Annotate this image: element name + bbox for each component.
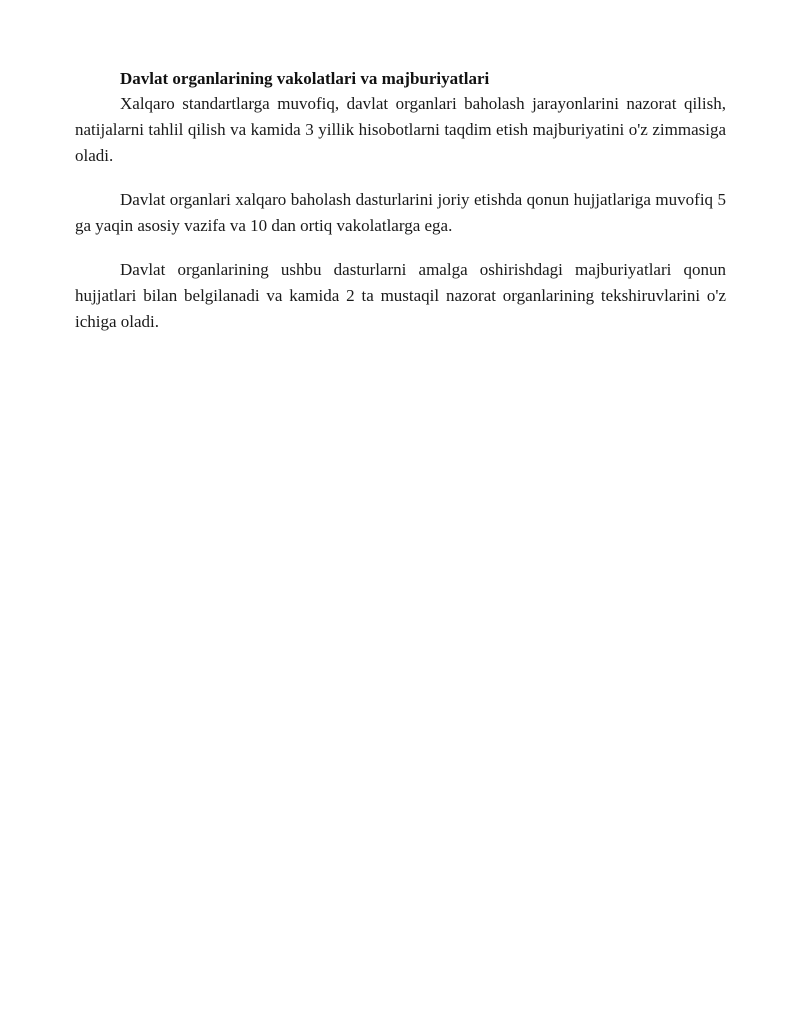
paragraph-3: Davlat organlarining ushbu dasturlarni amalga oshirishdagi majburiyatlari qonun hujjatlari bilan belgilanadi va kamida 2 ta mustaqil nazorat organlarining tekshiruvlarini o'z ichiga oladi. xyxy=(75,260,726,331)
document-body xyxy=(75,66,726,335)
paragraph-2: Davlat organlari xalqaro baholash dasturlarini joriy etishda qonun hujjatlariga muvofiq 5 ga yaqin asosiy vazifa va 10 dan ortiq vakolatlarga ega. xyxy=(75,190,726,235)
paragraph-1: Xalqaro standartlarga muvofiq, davlat organlari baholash jarayonlarini nazorat qilish, natijalarni tahlil qilish va kamida 3 yillik hisobotlarni taqdim etish majburiyatini o'z zimmasiga oladi. xyxy=(75,94,726,165)
section-heading: Davlat organlarining vakolatlari va majburiyatlari xyxy=(120,69,490,88)
